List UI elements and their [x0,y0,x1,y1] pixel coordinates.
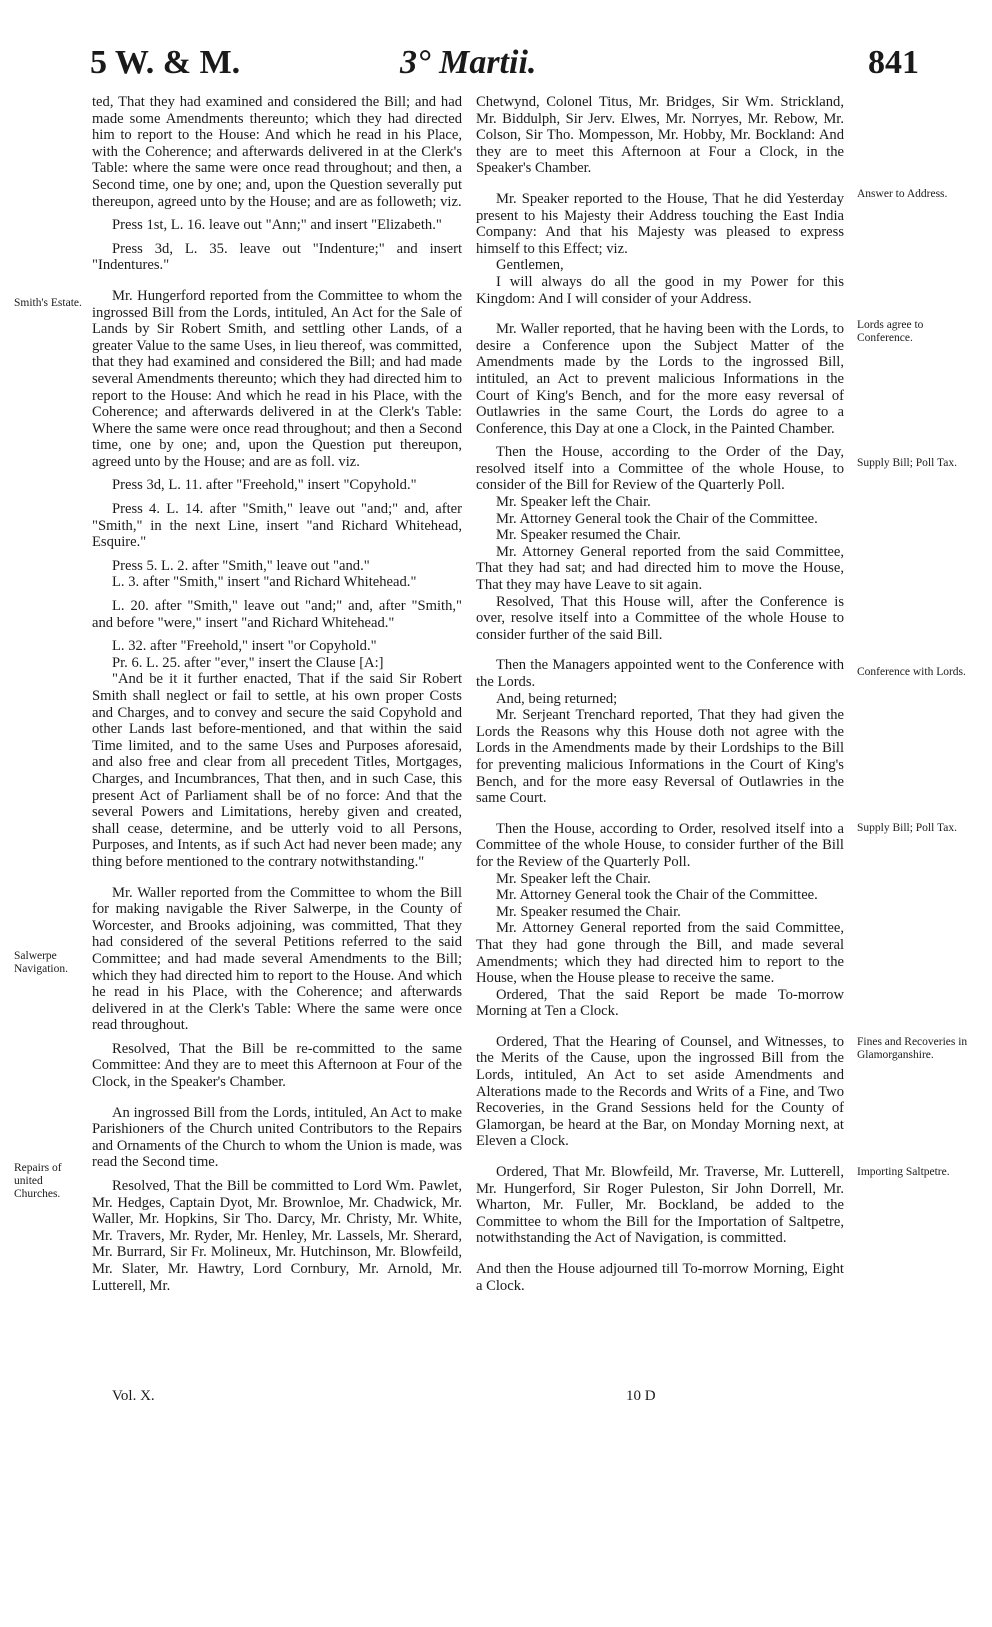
paragraph: Mr. Attorney General took the Chair of the Committee. [496,510,818,527]
paragraph: Mr. Serjeant Trenchard reported, That they had given the Lords the Reasons why this House doth not agree with the Lords in the Amendments made by their Lordships to the Bill for preventing malicious Informations in the Court of King's Bench, and for the more easy Reversal of Outlawries in the same Court. [476,707,844,807]
paragraph: L. 20. after "Smith," leave out "and;" and, after "Smith," and before "were," insert "and Richard Whitehead." [92,598,462,631]
margin-note-supply-2: Supply Bill; Poll Tax. [857,822,957,834]
paragraph: "And be it it further enacted, That if the said Sir Robert Smith shall neglect or fail to settle, at his own proper Costs and Charges, and to convey and secure the said Copyhold and other Lands last before-mentioned, and that within the said Time limited, and to the same Uses and Purposes aforesaid, and also free and clear from all precedent Titles, Mortgages, Charges, and Incumbrances, That then, and in such Case, this present Act of Parliament shall be of no force: And that the several Powers and Limitations, hereby given and created, shall cease, determine, and be utterly void to all Persons, Purposes, and Intents, as if such Act had never been made; any thing before mentioned to the contrary notwithstanding." [92,671,462,870]
paragraph: Press 3d, L. 35. leave out "Indenture;" and insert "Indentures." [92,240,462,274]
paragraph: Chetwynd, Colonel Titus, Mr. Bridges, Sir Wm. Strickland, Mr. Biddulph, Sir Jerv. Elwes, Mr. Norryes, Mr. Rebow, Mr. Colson, Sir Tho. Mompesson, Mr. Hobby, Mr. Bockland: And they are to meet this Afternoon at Four a Clock, in the Speaker's Chamber. [476,94,844,177]
margin-note-lords-agree: Lords agree to Conference. [857,319,924,344]
paragraph: Mr. Speaker resumed the Chair. [496,903,681,920]
paragraph: L. 32. after "Freehold," insert "or Copyhold." [112,638,377,655]
paragraph: Ordered, That the said Report be made To-morrow Morning at Ten a Clock. [476,986,844,1020]
paragraph: I will always do all the good in my Power for this Kingdom: And I will consider of your Address. [476,273,844,307]
paragraph: Then the Managers appointed went to the Conference with the Lords. [476,657,844,690]
margin-note-answer: Answer to Address. [857,188,948,200]
paragraph: L. 3. after "Smith," insert "and Richard Whitehead." [112,574,417,591]
margin-note-salwerpe: Salwerpe Navigation. [14,950,68,975]
margin-note-saltpetre: Importing Saltpetre. [857,1166,950,1178]
adjournment-note: And then the House adjourned till To-morrow Morning, Eight a Clock. [476,1261,844,1294]
margin-note-supply-1: Supply Bill; Poll Tax. [857,457,957,469]
paragraph: Resolved, That this House will, after the Conference is over, resolve itself into a Committee of the whole House to consider further of the said Bill. [476,593,844,643]
paragraph: Press 1st, L. 16. leave out "Ann;" and insert "Elizabeth." [112,217,442,234]
paragraph: Then the House, according to Order, resolved itself into a Committee of the whole House, to consider further of the Bill for the Review of the Quarterly Poll. [476,820,844,870]
paragraph: Mr. Attorney General reported from the said Committee, That they had sat; and had directed him to move the House, That they may have Leave to sit again. [476,543,844,594]
paragraph: Resolved, That the Bill be committed to Lord Wm. Pawlet, Mr. Hedges, Captain Dyot, Mr. Brownloe, Mr. Chadwick, Mr. Waller, Mr. Hopkins, Sir Tho. Darcy, Mr. Christy, Mr. White, Mr. Travers, Mr. Ryder, Mr. Henley, Mr. Lassels, Mr. Sherard, Mr. Burrard, Sir Fr. Molineux, Mr. Hutchinson, Mr. Blowfeild, Mr. Slater, Mr. Hawtry, Lord Cornbury, Mr. Arnold, Mr. Lutterell, Mr. [92,1178,462,1294]
paragraph: Mr. Speaker left the Chair. [496,870,651,887]
right-column [476,94,844,1295]
paragraph: Gentlemen, [496,257,564,274]
signature-mark: 10 D [626,1388,656,1404]
paragraph: Mr. Waller reported, that he having been with the Lords, to desire a Conference upon the Subject Matter of the Amendments made by the Lords to the ingrossed Bill, intituled, an Act to prevent malicious Informations in the Court of King's Bench, and for the more easy reversal of Outlawries in the same Court, the Lords do agree to a Conference, this Day at one a Clock, in the Painted Chamber. [476,321,844,437]
margin-note-smiths-estate: Smith's Estate. [14,297,82,309]
paragraph: Mr. Speaker left the Chair. [496,494,651,511]
paragraph: Press 4. L. 14. after "Smith," leave out "and;" and, after "Smith," in the next Line, insert "and Richard Whitehead, Esquire." [92,501,462,551]
paragraph: Then the House, according to the Order of the Day, resolved itself into a Committee of the whole House, to consider of the Bill for Review of the Quarterly Poll. [476,444,844,494]
volume-label: Vol. X. [112,1388,155,1404]
regnal-year: 5 W. & M. [90,44,241,81]
paragraph: ted, That they had examined and considered the Bill; and had made some Amendments thereunto; which they had directed him to report to the House: And which he read in his Place, with the Coherence; and afterwards delivered in at the Clerk's Table: where the same were once read throughout; and then, a Second time, one by one; and, upon the Question severally put thereupon, agreed unto by the House; and are as followeth; viz. [92,94,462,210]
margin-note-repairs: Repairs of united Churches. [14,1162,62,1200]
paragraph: Mr. Waller reported from the Committee to whom the Bill for making navigable the River Salwerpe, in the County of Worcester, and Brooks adjoining, was committed, That they had considered of the several Petitions referred to the said Committee; and had made several Amendments to the Bill; which they had directed him to report to the House. And which he read in his Place, with the Coherence; and afterwards delivered in at the Clerk's Table: Where the same were once read throughout. [92,884,462,1034]
paragraph: Mr. Attorney General reported from the said Committee, That they had gone through the Bill, and made several Amendments; which they had directed him to report to the House, when the House please to receive the same. [476,920,844,987]
paragraph: Mr. Speaker reported to the House, That he did Yesterday present to his Majesty their Address touching the East India Company: And that his Majesty was pleased to express himself to this Effect; viz. [476,190,844,257]
paragraph: Pr. 6. L. 25. after "ever," insert the Clause [A:] [112,654,384,671]
paragraph: Press 5. L. 2. after "Smith," leave out "and." [112,557,370,574]
paragraph: Press 3d, L. 11. after "Freehold," insert "Copyhold." [112,477,417,494]
date-heading: 3° Martii. [400,44,537,81]
margin-note-fines: Fines and Recoveries in Glamorganshire. [857,1036,968,1061]
left-column [92,94,462,1294]
paragraph: Resolved, That the Bill be re-committed to the same Committee: And they are to meet this Afternoon at Four of the Clock, in the Speaker's Chamber. [92,1040,462,1091]
page-number: 841 [868,44,919,81]
paragraph: And, being returned; [496,690,618,707]
paragraph: Ordered, That Mr. Blowfeild, Mr. Traverse, Mr. Lutterell, Mr. Hungerford, Sir Roger Puleston, Sir John Dorrell, Mr. Wharton, Mr. Fuller, Mr. Bockland, be added to the Committee to whom the Bill for the Importation of Saltpetre, notwithstanding the Act of Navigation, is committed. [476,1164,844,1247]
paragraph: Mr. Hungerford reported from the Committee to whom the ingrossed Bill from the Lords, intituled, An Act for the Sale of Lands by Sir Robert Smith, and settling other Lands, of a greater Value to the same Uses, in lieu thereof, was committed, that they had examined and considered the Bill; and had made several Amendments thereunto; which they had directed him to report to the House: And which he read in his Place, with the Coherence; and afterwards delivered in at the Clerk's Table: Where the same were once read throughout; and then a Second time, one by one; and, upon the Question put thereupon, agreed unto by the House; and are as foll. viz. [92,287,462,470]
paragraph: An ingrossed Bill from the Lords, intituled, An Act to make Parishioners of the Church united Contributors to the Repairs and Ornaments of the Church to whom the Union is made, was read the Second time. [92,1104,462,1171]
paragraph: Ordered, That the Hearing of Counsel, and Witnesses, to the Merits of the Cause, upon the ingrossed Bill from the Lords, intituled, An Act to set aside Amendments and Alterations made to the Records and Writs of a Fine, and Two Recoveries, in the Grand Sessions held for the County of Glamorgan, be heard at the Bar, on Monday Morning next, at Eleven a Clock. [476,1033,844,1150]
paragraph: Mr. Speaker resumed the Chair. [496,527,681,544]
margin-note-conference: Conference with Lords. [857,666,966,678]
paragraph: Mr. Attorney General took the Chair of the Committee. [496,887,818,904]
